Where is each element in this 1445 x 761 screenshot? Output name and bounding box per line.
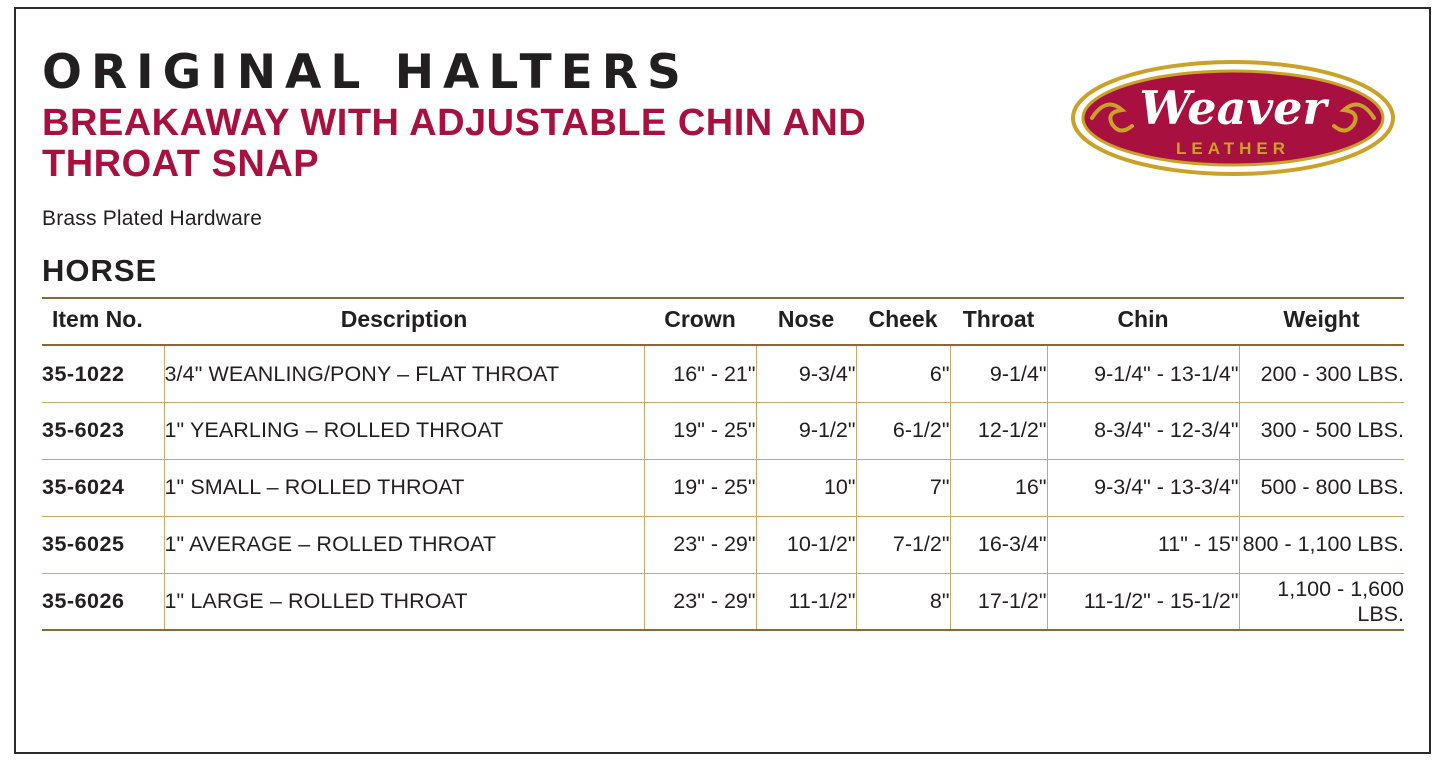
table-row <box>42 459 1404 516</box>
page-title: ORIGINAL HALTERS <box>42 45 690 100</box>
cell-nose: 9-1/2" <box>756 402 856 459</box>
cell-cheek: 7" <box>856 459 950 516</box>
column-header-chin: Chin <box>1047 298 1239 345</box>
cell-description: 1" SMALL – ROLLED THROAT <box>164 459 644 516</box>
cell-throat: 17-1/2" <box>950 573 1047 630</box>
cell-throat: 12-1/2" <box>950 402 1047 459</box>
cell-crown: 19" - 25" <box>644 402 756 459</box>
content-area <box>42 30 1404 631</box>
cell-weight: 1,100 - 1,600 LBS. <box>1239 573 1404 630</box>
column-header-crown: Crown <box>644 298 756 345</box>
column-header-description: Description <box>164 298 644 345</box>
column-header-cheek: Cheek <box>856 298 950 345</box>
cell-throat: 9-1/4" <box>950 345 1047 402</box>
cell-weight: 800 - 1,100 LBS. <box>1239 516 1404 573</box>
cell-cheek: 6-1/2" <box>856 402 950 459</box>
cell-nose: 11-1/2" <box>756 573 856 630</box>
column-header-item-no: Item No. <box>42 298 164 345</box>
cell-crown: 23" - 29" <box>644 573 756 630</box>
cell-weight: 500 - 800 LBS. <box>1239 459 1404 516</box>
table-row <box>42 516 1404 573</box>
cell-nose: 10" <box>756 459 856 516</box>
category-heading: HORSE <box>42 253 158 289</box>
cell-crown: 23" - 29" <box>644 516 756 573</box>
specifications-table <box>42 297 1404 631</box>
cell-chin: 9-1/4" - 13-1/4" <box>1047 345 1239 402</box>
cell-item-no: 35-6024 <box>42 459 164 516</box>
cell-chin: 11-1/2" - 15-1/2" <box>1047 573 1239 630</box>
table-row <box>42 573 1404 630</box>
table-header-row <box>42 298 1404 345</box>
cell-throat: 16" <box>950 459 1047 516</box>
table-row <box>42 345 1404 402</box>
cell-throat: 16-3/4" <box>950 516 1047 573</box>
cell-item-no: 35-6026 <box>42 573 164 630</box>
cell-weight: 300 - 500 LBS. <box>1239 402 1404 459</box>
column-header-weight: Weight <box>1239 298 1404 345</box>
cell-description: 1" LARGE – ROLLED THROAT <box>164 573 644 630</box>
cell-cheek: 6" <box>856 345 950 402</box>
cell-chin: 11" - 15" <box>1047 516 1239 573</box>
table-header <box>42 298 1404 345</box>
cell-item-no: 35-6023 <box>42 402 164 459</box>
cell-description: 1" YEARLING – ROLLED THROAT <box>164 402 644 459</box>
hardware-note: Brass Plated Hardware <box>42 207 263 231</box>
column-header-nose: Nose <box>756 298 856 345</box>
column-header-throat: Throat <box>950 298 1047 345</box>
weaver-leather-logo <box>1068 56 1398 196</box>
svg-text:Weaver: Weaver <box>1139 81 1327 135</box>
cell-weight: 200 - 300 LBS. <box>1239 345 1404 402</box>
cell-cheek: 7-1/2" <box>856 516 950 573</box>
cell-crown: 19" - 25" <box>644 459 756 516</box>
cell-item-no: 35-1022 <box>42 345 164 402</box>
cell-description: 3/4" WEANLING/PONY – FLAT THROAT <box>164 345 644 402</box>
table-body <box>42 345 1404 630</box>
header <box>42 45 1404 289</box>
cell-nose: 10-1/2" <box>756 516 856 573</box>
table-row <box>42 402 1404 459</box>
cell-item-no: 35-6025 <box>42 516 164 573</box>
cell-description: 1" AVERAGE – ROLLED THROAT <box>164 516 644 573</box>
cell-nose: 9-3/4" <box>756 345 856 402</box>
page-subtitle: BREAKAWAY WITH ADJUSTABLE CHIN AND THROAT SNAP <box>42 102 867 186</box>
svg-text:LEATHER: LEATHER <box>1175 139 1291 158</box>
cell-crown: 16" - 21" <box>644 345 756 402</box>
cell-chin: 9-3/4" - 13-3/4" <box>1047 459 1239 516</box>
cell-chin: 8-3/4" - 12-3/4" <box>1047 402 1239 459</box>
cell-cheek: 8" <box>856 573 950 630</box>
